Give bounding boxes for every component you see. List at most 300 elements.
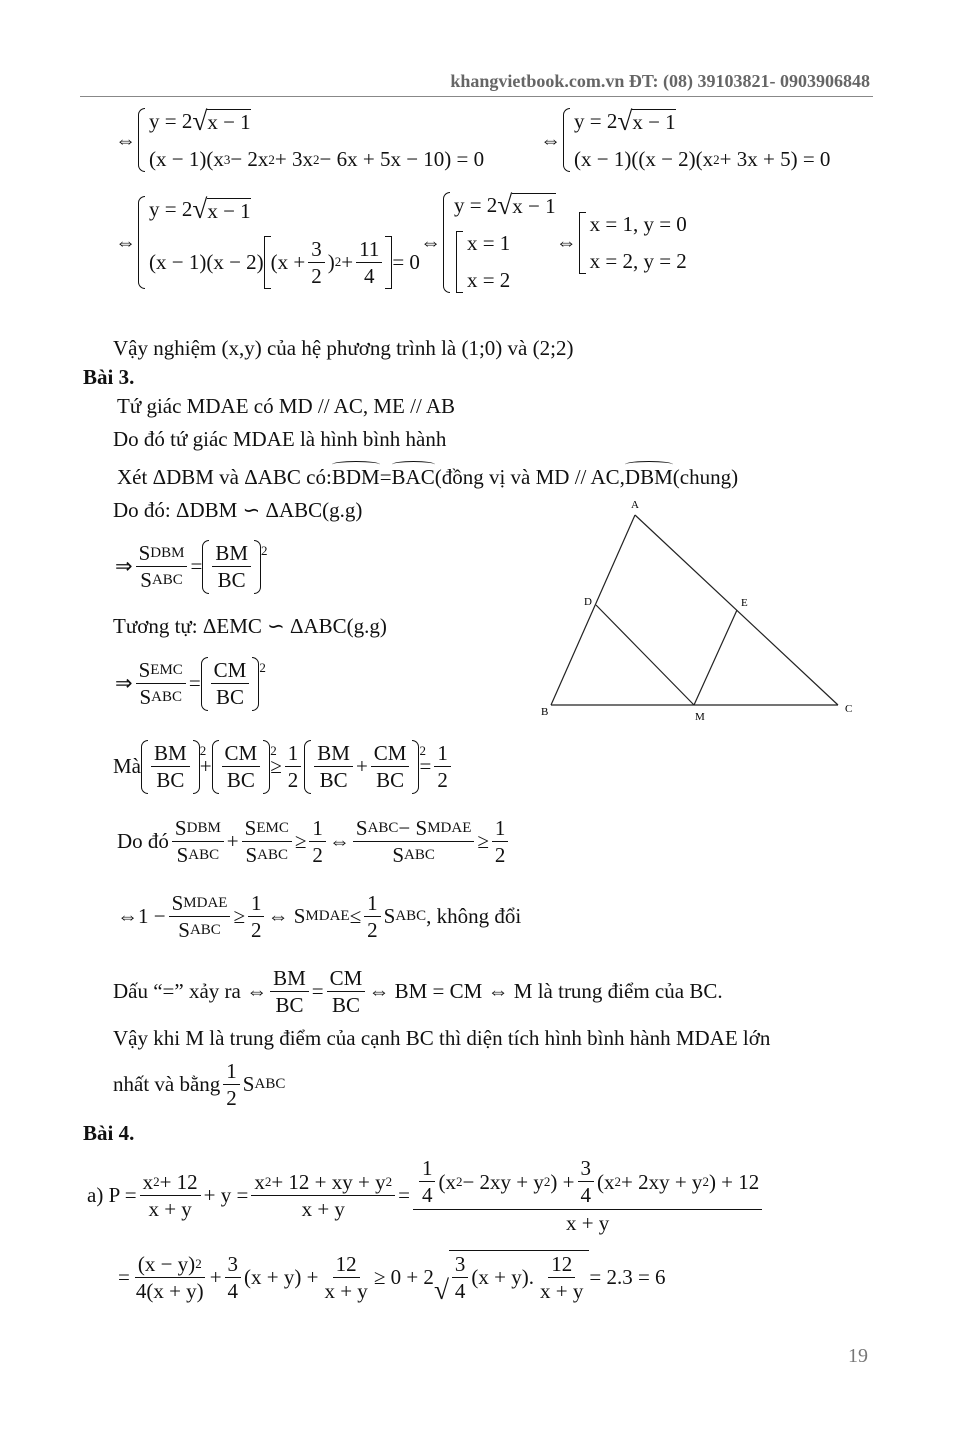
row (149, 236, 420, 290)
fraction (419, 1155, 436, 1209)
denominator (563, 1210, 612, 1236)
math-text: Do đó: ΔDBM ∽ ΔABC(g.g) (113, 498, 363, 522)
numerator (251, 1169, 395, 1196)
math-text: 1 (312, 816, 323, 840)
numerator (364, 890, 381, 917)
numerator (172, 815, 224, 842)
math-text: x − 1 (207, 198, 251, 223)
denominator (308, 263, 325, 289)
math-text: = (419, 754, 432, 779)
math-text: ≥ (294, 829, 307, 854)
math-text: BM (317, 741, 350, 765)
line-l9 (117, 815, 511, 869)
bracket-content (311, 740, 412, 794)
math-text: S (171, 891, 184, 915)
label-a: A (631, 499, 639, 511)
math-text: S (355, 816, 368, 840)
fraction (309, 815, 326, 869)
math-text: + (226, 829, 239, 854)
math-text: CM (329, 966, 363, 990)
bracket-right (385, 236, 392, 290)
math-text: ⇔ (115, 127, 136, 152)
math-text: 12 (335, 1251, 357, 1276)
line-a1 (87, 1155, 765, 1236)
line-l6 (113, 614, 387, 639)
math-text: 3 (454, 1252, 466, 1276)
math-text: ⇔ S (267, 904, 306, 929)
fraction (353, 815, 474, 869)
math-text: 3 (227, 1251, 239, 1276)
math-text: = 2.3 = 6 (589, 1264, 666, 1289)
math-text: Do đó tứ giác MDAE là hình bình hành (113, 427, 447, 451)
subscript: ABC (367, 819, 399, 836)
math-text: x (142, 1169, 154, 1194)
math-text: Vậy khi M là trung điểm của cạnh BC thì diện tích hình bình hành MDAE lớn (113, 1026, 771, 1050)
denominator (136, 684, 185, 710)
numerator (140, 1169, 201, 1196)
math-text: = (188, 671, 201, 696)
bracket-content (208, 657, 253, 711)
fraction (285, 740, 302, 794)
denominator (223, 1085, 240, 1111)
denominator (272, 992, 306, 1018)
math-text: 2 (226, 1086, 237, 1111)
math-text: = (311, 979, 324, 1004)
math-text: + y = (203, 1182, 249, 1207)
superscript: 2 (543, 1173, 551, 1189)
math-text: y = 2 (574, 109, 618, 134)
parentheses: $\frac{BM}{BC}$ 2 (141, 740, 200, 794)
fraction (578, 1155, 595, 1209)
row (574, 147, 830, 172)
square-root (497, 192, 555, 219)
math-text: S (139, 685, 152, 710)
math-text: ⇔ (540, 127, 561, 152)
angle: BDM (331, 465, 380, 489)
numerator (309, 815, 326, 842)
fraction (225, 1251, 242, 1305)
math-text: x = 1, y = 0 (589, 211, 687, 236)
numerator (308, 236, 325, 263)
denominator (299, 1196, 348, 1222)
bracket-left (212, 740, 219, 794)
math-text: x + y (301, 1196, 345, 1221)
math-text: ⇔ (555, 230, 577, 255)
numerator (452, 1251, 469, 1278)
math-text: (x − 1)(x (149, 147, 224, 172)
numerator (314, 740, 353, 767)
math-text: − 6x + 5x − 10) = 0 (319, 147, 485, 172)
square-root (192, 196, 250, 223)
denominator (133, 1278, 207, 1304)
line-bai4 (83, 1121, 134, 1146)
math-text: (x − 1)((x − 2)(x (574, 147, 714, 172)
math-text: BC (217, 568, 246, 593)
math-text: x + y (540, 1279, 584, 1304)
numerator (135, 1251, 205, 1278)
math-text: ) (327, 249, 335, 274)
fraction (364, 890, 381, 944)
radicand (632, 109, 675, 135)
line-l3 (117, 465, 738, 490)
math-text: Dấu “=” xảy ra ⇔ (113, 979, 268, 1004)
superscript: 2 (268, 151, 275, 167)
radicand (207, 198, 250, 224)
math-text: x + y (324, 1278, 368, 1303)
math-text: 4 (227, 1278, 239, 1303)
denominator (285, 767, 302, 793)
line-l10 (117, 890, 521, 944)
numerator (270, 965, 309, 992)
subscript: ABC (395, 908, 427, 925)
math-text: 2 (287, 768, 299, 793)
denominator (309, 842, 326, 868)
math-text: ⇔ BM = CM ⇔ M là trung điểm của BC. (368, 979, 723, 1004)
system-brace (136, 108, 484, 172)
line-a2 (118, 1250, 666, 1305)
parentheses: $\frac{CM}{BC}$ 2 (212, 740, 271, 794)
math-text: (đồng vị và MD // AC, (434, 465, 625, 489)
math-text: − S (398, 816, 428, 840)
numerator (211, 657, 250, 684)
denominator (373, 767, 407, 793)
math-text: x = 2, y = 2 (589, 248, 687, 273)
denominator (153, 767, 187, 793)
subscript: DBM (150, 544, 185, 561)
radical-sign: √ (192, 106, 208, 136)
line-l12 (113, 1026, 770, 1051)
math-text: ≥ (233, 904, 245, 929)
subscript: EMC (256, 819, 289, 836)
fraction (251, 1169, 395, 1223)
math-text: ≤ (349, 904, 362, 929)
bracket-content (148, 740, 193, 794)
subscript: ABC (151, 572, 183, 588)
math-text: S (383, 904, 396, 929)
numerator (136, 657, 186, 684)
numerator (248, 890, 265, 917)
superscript: 2 (264, 1173, 272, 1189)
math-text: x + y (148, 1196, 192, 1221)
fraction (270, 965, 309, 1019)
math-text: ⇔ (328, 829, 350, 854)
numerator (223, 1058, 240, 1085)
numerator (419, 1155, 436, 1182)
math-text: BC (226, 768, 255, 793)
subscript: MDAE (305, 908, 350, 925)
fraction (413, 1155, 762, 1236)
math-text: + (199, 754, 212, 779)
denominator (361, 263, 378, 289)
row (149, 147, 484, 172)
math-text: + (355, 754, 368, 779)
radical-sign: √ (497, 190, 513, 220)
math-text: BC (156, 768, 185, 793)
math-text: 2 (312, 843, 323, 868)
math-text: 4 (580, 1183, 591, 1208)
denominator (419, 1182, 436, 1208)
subscript: ABC (254, 1076, 286, 1093)
label-d: D (584, 596, 592, 608)
line-l8 (113, 740, 454, 794)
math-text: a) P = (87, 1182, 137, 1207)
math-text: S (244, 816, 257, 840)
rows (149, 108, 484, 172)
brace (443, 192, 450, 293)
math-text: S (140, 568, 152, 593)
math-text: 1 (421, 1156, 433, 1180)
numerator (353, 815, 474, 842)
math-text: x − 1 (512, 194, 556, 219)
math-text: 1 (494, 816, 506, 840)
math-text: BM (273, 966, 306, 990)
fraction (321, 1251, 370, 1305)
page-header: khangvietbook.com.vn ĐT: (08) 39103821- 0903906848 (450, 71, 870, 91)
fraction (371, 740, 410, 794)
subscript: ABC (151, 689, 182, 705)
fraction (327, 965, 366, 1019)
math-text: 1 (226, 1059, 237, 1083)
square-brackets (264, 236, 393, 290)
fraction (133, 1251, 207, 1305)
system-brace (136, 196, 420, 289)
line-l7 (115, 657, 266, 711)
row (467, 231, 510, 256)
denominator (321, 1278, 370, 1304)
numerator (136, 540, 188, 567)
side-ab (551, 515, 635, 705)
superscript: 2 (313, 151, 320, 167)
math-text: S (174, 816, 187, 840)
math-text: ⇔ (115, 230, 136, 255)
math-text: ⇔ (419, 230, 441, 255)
line-bai3 (83, 365, 134, 390)
rows (467, 231, 510, 293)
bracket-right (412, 740, 419, 794)
rows (574, 108, 830, 172)
math-text: = (118, 1264, 130, 1289)
fraction (172, 815, 224, 869)
subscript: ABC (189, 922, 221, 938)
label-b: B (541, 706, 549, 718)
bracket-content (219, 740, 264, 794)
denominator (215, 567, 249, 593)
math-text: S (178, 918, 190, 943)
header-rule (80, 96, 873, 97)
line-l5 (115, 540, 268, 594)
row (590, 212, 687, 237)
system-brace (441, 192, 556, 293)
fraction (452, 1251, 469, 1305)
line-sys2 (115, 192, 687, 293)
numerator (434, 740, 451, 767)
numerator (327, 965, 366, 992)
line-l11 (113, 965, 723, 1019)
math-text: 4 (454, 1279, 466, 1304)
fraction (222, 740, 261, 794)
segment-dm (596, 605, 694, 705)
math-text: 3 (311, 236, 322, 261)
numerator (242, 815, 292, 842)
radicand (512, 193, 555, 219)
denominator (213, 684, 247, 710)
subscript: ABC (404, 847, 435, 863)
math-text: CM (373, 741, 407, 765)
bracket-right (193, 740, 200, 794)
numerator (371, 740, 410, 767)
math-text: BM (154, 741, 187, 765)
math-text: x − 1 (632, 110, 676, 135)
math-text: (x + y) + (244, 1264, 319, 1289)
rows (149, 196, 420, 289)
numerator (356, 236, 382, 263)
math-text: ⇒ (115, 671, 133, 696)
denominator (317, 767, 351, 793)
square-root (617, 108, 675, 135)
radical-sign: √ (617, 106, 633, 136)
math-text: (x + y). (471, 1265, 535, 1290)
math-text: 1 (287, 741, 299, 765)
row (149, 108, 484, 135)
math-text: S (138, 658, 151, 682)
superscript: 2 (153, 1173, 160, 1189)
math-text: ≥ (270, 754, 282, 779)
math-text: (chung) (672, 465, 739, 489)
brace (138, 108, 145, 172)
math-text: BC (215, 685, 244, 710)
numerator (212, 540, 251, 567)
denominator (389, 842, 438, 868)
math-text: 4(x + y) (135, 1278, 204, 1303)
numerator (225, 1251, 242, 1278)
math-text: 2 (250, 918, 262, 943)
numerator (169, 890, 231, 917)
row (574, 108, 830, 135)
fraction (223, 1058, 240, 1112)
math-text: 2 (494, 843, 506, 868)
square-root (192, 108, 250, 135)
math-text: Xét ΔDBM và ΔABC có: (117, 465, 332, 489)
math-text: BC (275, 993, 304, 1018)
denominator (492, 842, 509, 868)
line-l2 (113, 427, 446, 452)
math-text: ⇒ (115, 554, 133, 579)
math-text: 2 (367, 918, 378, 943)
bracket-right (254, 540, 261, 594)
parentheses: $\frac{BM}{BC}$ 2 (202, 540, 261, 594)
label-c: C (845, 703, 853, 715)
math-text: x = 1 (466, 231, 511, 256)
brace (138, 196, 145, 289)
subscript: MDAE (183, 894, 228, 911)
denominator (329, 992, 363, 1018)
numerator (413, 1155, 762, 1210)
math-text: BC (376, 768, 405, 793)
math-text: ⇔1 − (117, 904, 166, 929)
bracket-content (209, 540, 254, 594)
rows (590, 212, 687, 274)
subscript: ABC (257, 847, 288, 863)
math-text: + 12 (159, 1169, 198, 1194)
fraction (169, 890, 231, 944)
math-text: Bài 3. (83, 365, 135, 389)
fraction (136, 657, 186, 711)
math-text: y = 2 (149, 197, 193, 222)
math-text: + 12 + xy + y (271, 1169, 386, 1194)
denominator (537, 1278, 586, 1304)
denominator (175, 917, 224, 943)
math-text: Tứ giác MDAE có MD // AC, ME // AB (117, 394, 456, 418)
denominator (225, 1278, 242, 1304)
label-e: E (741, 597, 748, 609)
fraction (314, 740, 353, 794)
radicand (449, 1250, 589, 1305)
math-text: + 3x (274, 147, 314, 172)
superscript: 3 (223, 151, 231, 167)
math-text: 4 (421, 1183, 433, 1208)
denominator (242, 842, 291, 868)
bracket-left (201, 657, 208, 711)
fraction (211, 657, 250, 711)
row (454, 231, 556, 293)
angle: DBM (624, 465, 673, 489)
subscript: ABC (188, 847, 220, 863)
system-brace (561, 108, 830, 172)
math-text: + (341, 249, 354, 274)
denominator (145, 1196, 194, 1222)
math-text: Tương tự: ΔEMC ∽ ΔABC(g.g) (113, 614, 387, 638)
math-text: = 0 (392, 249, 420, 274)
math-text: − 2xy + y (462, 1169, 544, 1194)
denominator (364, 917, 381, 943)
superscript: 2 (334, 254, 342, 270)
math-text: (x − y) (137, 1251, 196, 1276)
math-text: (x (438, 1169, 456, 1194)
subscript: MDAE (427, 819, 472, 836)
segment-em (694, 610, 737, 705)
denominator (224, 767, 258, 793)
line-l4 (113, 498, 362, 523)
bracket-content (271, 236, 386, 290)
math-text: 1 (437, 741, 448, 765)
line-concl2 (113, 336, 573, 361)
math-text: BC (319, 768, 348, 793)
superscript: 2 (455, 1173, 463, 1189)
math-text: Do đó (117, 829, 169, 854)
brace (456, 231, 463, 293)
math-text: = (190, 554, 203, 579)
denominator (174, 842, 223, 868)
denominator (248, 917, 265, 943)
solution-bracket (577, 212, 687, 274)
math-text: 2 (311, 263, 322, 288)
math-text: S (242, 1072, 255, 1097)
square-root (434, 1250, 589, 1305)
label-m: M (695, 711, 705, 723)
row (149, 196, 420, 223)
math-text: (x (597, 1169, 615, 1194)
math-text: x = 2 (466, 268, 511, 293)
math-text: CM (224, 741, 258, 765)
superscript: 2 (385, 1173, 393, 1189)
bracket-right (263, 740, 270, 794)
subscript: DBM (186, 819, 221, 836)
superscript: 2 (195, 1255, 202, 1271)
numerator (492, 815, 509, 842)
bracket-left (202, 540, 209, 594)
math-text: 2 (437, 768, 448, 793)
math-text: CM (213, 658, 247, 682)
